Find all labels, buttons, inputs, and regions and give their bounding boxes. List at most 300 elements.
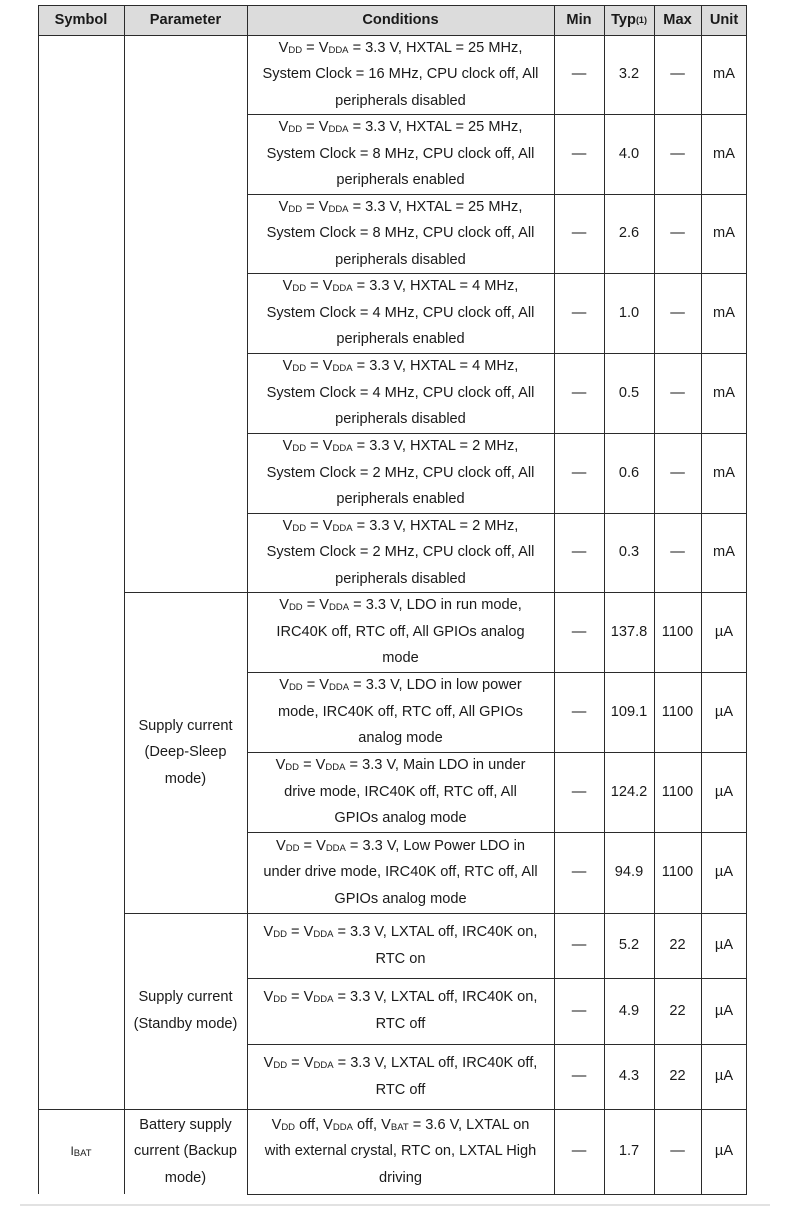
subscript-text: DD xyxy=(292,363,307,375)
condition-text: = V xyxy=(286,989,314,1006)
condition-text: = 3.3 V, HXTAL = 25 MHz, xyxy=(348,39,523,56)
param-line: mode) xyxy=(164,770,207,787)
condition-text: V xyxy=(278,198,289,215)
row-typ xyxy=(604,35,654,114)
row-unit xyxy=(701,672,747,752)
condition-text: = V xyxy=(302,198,329,215)
condition-text: = V xyxy=(306,278,333,295)
grid-line xyxy=(247,513,747,514)
row-unit xyxy=(701,353,747,433)
conditions-text xyxy=(264,984,538,1037)
condition-text: V xyxy=(263,923,274,940)
row-max xyxy=(654,273,701,353)
grid-line xyxy=(247,752,747,753)
row-min-value: — xyxy=(571,703,587,720)
grid-line xyxy=(554,5,555,1194)
grid-line xyxy=(654,5,655,1194)
row-typ-value: 0.5 xyxy=(618,384,640,401)
row-min-value: — xyxy=(571,225,587,242)
row-unit xyxy=(701,978,747,1044)
row-max xyxy=(654,35,701,114)
row-min-value: — xyxy=(571,623,587,640)
subscript-text: DDA xyxy=(332,363,353,375)
subscript-text: DD xyxy=(281,1121,296,1133)
row-min-value: — xyxy=(571,937,587,954)
grid-line xyxy=(604,5,605,1194)
row-min xyxy=(554,35,604,114)
header-typ-text: Typ xyxy=(611,12,636,28)
param-line: (Deep-Sleep xyxy=(144,744,227,761)
param-line: Supply current xyxy=(138,717,233,734)
row-max xyxy=(654,832,701,913)
grid-line xyxy=(124,913,247,914)
grid-line xyxy=(247,1109,747,1110)
condition-text: = V xyxy=(306,358,333,375)
condition-text: V xyxy=(279,597,289,614)
parameter-deep-sleep xyxy=(124,592,247,913)
condition-text: System Clock = 4 MHz, CPU clock off, All xyxy=(266,384,535,401)
condition-text: V xyxy=(282,358,293,375)
header-parameter-text: Parameter xyxy=(149,12,222,28)
grid-line xyxy=(247,672,747,673)
condition-text: System Clock = 2 MHz, CPU clock off, All xyxy=(266,464,535,481)
row-unit-value: mA xyxy=(713,66,735,83)
condition-text: = V xyxy=(287,1054,314,1071)
row-max xyxy=(654,433,701,513)
row-min xyxy=(554,592,604,672)
conditions-text xyxy=(267,513,535,593)
header-min-text: Min xyxy=(566,12,592,28)
condition-text: peripherals disabled xyxy=(335,570,466,587)
condition-text: System Clock = 4 MHz, CPU clock off, All xyxy=(266,304,535,321)
subscript-text: DDA xyxy=(332,522,353,534)
row-min-value: — xyxy=(571,544,587,561)
row-max xyxy=(654,353,701,433)
condition-text: = V xyxy=(299,757,326,774)
conditions-text xyxy=(267,194,535,274)
condition-text: peripherals disabled xyxy=(335,251,466,268)
row-conditions xyxy=(247,194,554,273)
row-max xyxy=(654,672,701,752)
row-unit xyxy=(701,1109,747,1194)
row-min xyxy=(554,832,604,913)
row-typ-value: 124.2 xyxy=(610,783,648,800)
condition-text: off, V xyxy=(352,1116,391,1133)
row-typ xyxy=(604,513,654,592)
row-conditions xyxy=(247,978,554,1044)
subscript-text: DDA xyxy=(313,1059,334,1071)
subscript-text: DD xyxy=(288,682,303,694)
row-max-value: — xyxy=(670,464,685,481)
row-conditions xyxy=(247,672,554,752)
row-min xyxy=(554,513,604,592)
subscript-text: DD xyxy=(285,842,300,854)
grid-line xyxy=(38,5,747,6)
row-unit-value: µA xyxy=(714,1143,734,1160)
subscript-text: DDA xyxy=(329,602,350,614)
grid-line xyxy=(38,1109,247,1110)
row-max-value: — xyxy=(670,384,685,401)
subscript-text: DD xyxy=(273,994,287,1006)
grid-line xyxy=(247,592,747,593)
condition-text: = 3.3 V, HXTAL = 4 MHz, xyxy=(352,278,519,295)
condition-text: V xyxy=(263,989,274,1006)
subscript-text: DDA xyxy=(328,203,349,215)
condition-text: = V xyxy=(302,677,330,694)
condition-text: V xyxy=(278,39,289,56)
grid-line xyxy=(701,5,702,1194)
condition-text: = V xyxy=(302,597,330,614)
row-min-value: — xyxy=(571,1143,587,1160)
row-typ-value: 4.3 xyxy=(618,1068,640,1085)
condition-text: mode xyxy=(382,650,419,667)
subscript-text: DDA xyxy=(313,928,334,940)
row-typ-value: 137.8 xyxy=(610,623,648,640)
row-max-value: — xyxy=(670,225,685,242)
header-max-text: Max xyxy=(663,12,692,28)
grid-line xyxy=(247,273,747,274)
conditions-text xyxy=(263,35,539,115)
row-min xyxy=(554,353,604,433)
condition-text: V xyxy=(271,1116,282,1133)
row-max xyxy=(654,978,701,1044)
subscript-text: DD xyxy=(273,1059,288,1071)
condition-text: RTC off xyxy=(375,1081,426,1098)
row-typ-value: 4.9 xyxy=(618,1002,640,1019)
row-max-value: 22 xyxy=(669,1068,686,1085)
row-max-value: — xyxy=(670,145,685,162)
parameter-standby xyxy=(124,913,247,1109)
condition-text: = V xyxy=(302,39,329,56)
row-typ-value: 94.9 xyxy=(614,864,644,881)
row-typ xyxy=(604,752,654,832)
condition-text: driving xyxy=(379,1169,422,1186)
condition-text: GPIOs analog mode xyxy=(334,810,467,827)
row-typ-value: 3.2 xyxy=(618,66,640,83)
condition-text: analog mode xyxy=(358,730,443,747)
subscript-text: DDA xyxy=(325,842,346,854)
grid-line xyxy=(746,5,747,1195)
row-unit-value: µA xyxy=(714,703,734,720)
row-typ xyxy=(604,832,654,913)
condition-text: V xyxy=(263,1054,274,1071)
grid-line xyxy=(247,353,747,354)
row-max xyxy=(654,592,701,672)
grid-line xyxy=(247,978,747,979)
row-conditions xyxy=(247,513,554,592)
row-unit xyxy=(701,433,747,513)
row-min xyxy=(554,752,604,832)
electrical-characteristics-table xyxy=(38,5,747,1194)
subscript-text: DD xyxy=(285,762,300,774)
condition-text: = 3.3 V, LDO in run mode, xyxy=(349,597,522,614)
condition-text: System Clock = 2 MHz, CPU clock off, All xyxy=(266,544,535,561)
row-max-value: 22 xyxy=(669,1002,686,1019)
row-typ xyxy=(604,433,654,513)
grid-line xyxy=(247,5,248,1194)
subscript-text: DD xyxy=(292,443,307,455)
subscript-text: DDA xyxy=(332,443,353,455)
row-max xyxy=(654,114,701,194)
row-max-value: 1100 xyxy=(661,623,694,640)
subscript-text: DD xyxy=(292,522,307,534)
grid-line xyxy=(124,5,125,1194)
row-min-value: — xyxy=(571,464,587,481)
condition-text: System Clock = 8 MHz, CPU clock off, All xyxy=(266,225,535,242)
condition-text: = 3.3 V, HXTAL = 25 MHz, xyxy=(348,198,523,215)
row-conditions xyxy=(247,752,554,832)
row-conditions xyxy=(247,1109,554,1194)
conditions-text xyxy=(267,114,535,194)
row-min xyxy=(554,672,604,752)
row-max xyxy=(654,513,701,592)
condition-text: under drive mode, IRC40K off, RTC off, All xyxy=(263,864,538,881)
condition-text: peripherals disabled xyxy=(335,411,466,428)
row-min-value: — xyxy=(571,1068,587,1085)
grid-line xyxy=(247,913,747,914)
row-min-value: — xyxy=(571,783,587,800)
row-typ xyxy=(604,1109,654,1194)
condition-text: IRC40K off, RTC off, All GPIOs analog xyxy=(276,623,525,640)
condition-text: = 3.3 V, HXTAL = 2 MHz, xyxy=(352,438,519,455)
condition-text: peripherals enabled xyxy=(336,491,465,508)
header-unit xyxy=(701,5,747,35)
row-max xyxy=(654,194,701,273)
row-unit xyxy=(701,832,747,913)
row-conditions xyxy=(247,353,554,433)
symbol-ibat-main: I xyxy=(70,1144,74,1159)
header-conditions xyxy=(247,5,554,35)
condition-text: = 3.3 V, LXTAL off, IRC40K on, xyxy=(333,989,538,1006)
condition-text: = 3.3 V, HXTAL = 25 MHz, xyxy=(348,119,523,136)
condition-text: RTC on xyxy=(375,950,426,967)
condition-text: V xyxy=(282,438,293,455)
row-unit-value: µA xyxy=(714,623,734,640)
row-unit xyxy=(701,273,747,353)
row-max xyxy=(654,752,701,832)
header-symbol-text: Symbol xyxy=(54,12,108,28)
grid-line xyxy=(247,114,747,115)
grid-line xyxy=(247,1044,747,1045)
row-typ xyxy=(604,194,654,273)
conditions-text xyxy=(267,273,535,353)
subscript-text: BAT xyxy=(390,1121,409,1133)
row-max-value: 22 xyxy=(669,937,686,954)
condition-text: RTC off xyxy=(375,1016,426,1032)
row-unit-value: µA xyxy=(714,783,734,800)
param-line: Battery supply xyxy=(139,1116,232,1133)
condition-text: V xyxy=(282,278,293,295)
condition-text: = 3.3 V, LDO in low power xyxy=(349,677,522,694)
condition-text: = V xyxy=(306,438,333,455)
condition-text: = 3.3 V, Low Power LDO in xyxy=(345,837,526,854)
row-typ xyxy=(604,273,654,353)
row-typ xyxy=(604,913,654,978)
row-min-value: — xyxy=(571,864,587,881)
row-unit xyxy=(701,513,747,592)
condition-text: V xyxy=(275,837,286,854)
conditions-text xyxy=(276,752,526,832)
row-typ xyxy=(604,353,654,433)
condition-text: = 3.3 V, Main LDO in under xyxy=(345,757,526,774)
row-unit xyxy=(701,592,747,672)
subscript-text: DD xyxy=(288,602,303,614)
parameter-battery xyxy=(124,1109,247,1194)
condition-text: = V xyxy=(286,923,314,940)
row-max-value: — xyxy=(670,304,685,321)
row-max-value: — xyxy=(670,66,685,83)
condition-text: = 3.3 V, HXTAL = 4 MHz, xyxy=(352,358,519,375)
row-unit-value: mA xyxy=(713,304,735,321)
grid-line xyxy=(38,5,39,1194)
header-min xyxy=(554,5,604,35)
row-max xyxy=(654,913,701,978)
condition-text: = V xyxy=(302,119,329,136)
subscript-text: DDA xyxy=(313,994,334,1006)
row-max-value: 1100 xyxy=(661,783,694,800)
header-symbol xyxy=(38,5,124,35)
param-line: (Standby mode) xyxy=(133,1016,238,1032)
param-line: Supply current xyxy=(138,989,233,1006)
condition-text: V xyxy=(275,757,286,774)
header-conditions-text: Conditions xyxy=(362,12,439,28)
row-max-value: — xyxy=(670,1143,685,1160)
row-conditions xyxy=(247,433,554,513)
condition-text: with external crystal, RTC on, LXTAL High xyxy=(264,1143,537,1160)
condition-text: = 3.6 V, LXTAL on xyxy=(408,1116,530,1133)
subscript-text: DDA xyxy=(325,762,346,774)
conditions-text xyxy=(276,592,524,672)
grid-line xyxy=(124,592,247,593)
row-typ-value: 1.0 xyxy=(618,304,640,321)
condition-text: = V xyxy=(299,837,326,854)
subscript-text: DDA xyxy=(328,44,349,56)
row-min-value: — xyxy=(571,384,587,401)
header-typ: Typ (1) xyxy=(611,12,647,28)
condition-text: V xyxy=(282,517,293,534)
row-typ xyxy=(604,114,654,194)
subscript-text: DD xyxy=(288,124,303,136)
row-conditions xyxy=(247,35,554,114)
subscript-text: DDA xyxy=(332,283,353,295)
condition-text: GPIOs analog mode xyxy=(334,890,467,907)
row-unit xyxy=(701,35,747,114)
conditions-text xyxy=(264,1050,538,1103)
param-line: mode) xyxy=(164,1169,207,1186)
condition-text: mode, IRC40K off, RTC off, All GPIOs xyxy=(278,703,523,720)
header-unit-text: Unit xyxy=(709,12,739,28)
grid-line xyxy=(247,194,747,195)
grid-line xyxy=(247,433,747,434)
row-max-value: 1100 xyxy=(661,864,694,881)
row-unit-value: mA xyxy=(713,544,735,561)
row-unit-value: mA xyxy=(713,384,735,401)
row-unit-value: mA xyxy=(713,464,735,481)
subscript-text: DD xyxy=(292,283,307,295)
row-unit xyxy=(701,913,747,978)
row-typ-value: 0.3 xyxy=(618,544,640,561)
conditions-text xyxy=(265,1112,536,1192)
subscript-text: DDA xyxy=(328,124,349,136)
condition-text: = 3.3 V, LXTAL off, IRC40K off, xyxy=(333,1054,538,1071)
row-max xyxy=(654,1044,701,1109)
row-min-value: — xyxy=(571,145,587,162)
row-max-value: 1100 xyxy=(661,703,694,720)
conditions-text xyxy=(263,833,537,913)
row-typ-value: 1.7 xyxy=(618,1143,640,1160)
subscript-text: DD xyxy=(288,203,303,215)
row-min-value: — xyxy=(571,304,587,321)
row-typ xyxy=(604,1044,654,1109)
row-typ-value: 2.6 xyxy=(618,225,640,242)
row-unit xyxy=(701,114,747,194)
row-unit xyxy=(701,1044,747,1109)
grid-line xyxy=(247,1194,747,1195)
row-typ-value: 0.6 xyxy=(618,464,640,481)
condition-text: V xyxy=(279,677,289,694)
row-conditions xyxy=(247,832,554,913)
header-max xyxy=(654,5,701,35)
condition-text: = 3.3 V, HXTAL = 2 MHz, xyxy=(352,517,519,534)
condition-text: = 3.3 V, LXTAL off, IRC40K on, xyxy=(333,923,538,940)
subscript-text: DDA xyxy=(329,682,350,694)
row-conditions xyxy=(247,592,554,672)
row-unit xyxy=(701,752,747,832)
row-conditions xyxy=(247,913,554,978)
conditions-text xyxy=(264,919,538,972)
condition-text: = V xyxy=(306,517,333,534)
header-parameter xyxy=(124,5,247,35)
row-max xyxy=(654,1109,701,1194)
row-min-value: — xyxy=(571,66,587,83)
row-max-value: — xyxy=(670,544,685,561)
row-unit xyxy=(701,194,747,273)
subscript-text: DD xyxy=(288,44,303,56)
condition-text: off, V xyxy=(295,1116,333,1133)
conditions-text xyxy=(267,353,535,433)
conditions-text xyxy=(267,433,535,513)
row-min xyxy=(554,433,604,513)
row-typ-value: 5.2 xyxy=(618,937,640,954)
row-min xyxy=(554,1044,604,1109)
subscript-text: DD xyxy=(273,928,287,940)
symbol-ibat xyxy=(38,1109,124,1194)
condition-text: peripherals enabled xyxy=(336,172,465,189)
page-bottom-rule xyxy=(20,1204,770,1206)
row-min xyxy=(554,1109,604,1194)
row-unit-value: µA xyxy=(714,1068,734,1085)
row-min xyxy=(554,114,604,194)
row-typ xyxy=(604,978,654,1044)
row-min xyxy=(554,913,604,978)
symbol-ibat-sub: BAT xyxy=(73,1148,92,1160)
condition-text: peripherals enabled xyxy=(336,331,465,348)
row-unit-value: µA xyxy=(714,937,734,954)
condition-text: drive mode, IRC40K off, RTC off, All xyxy=(284,783,517,800)
grid-line xyxy=(38,35,747,36)
subscript-text: DDA xyxy=(332,1121,353,1133)
row-conditions xyxy=(247,114,554,194)
row-min xyxy=(554,273,604,353)
row-typ-value: 109.1 xyxy=(610,703,648,720)
row-typ xyxy=(604,592,654,672)
row-min xyxy=(554,194,604,273)
condition-text: System Clock = 16 MHz, CPU clock off, All xyxy=(262,66,539,83)
row-unit-value: mA xyxy=(713,145,735,162)
row-unit-value: µA xyxy=(714,1002,734,1019)
row-conditions xyxy=(247,273,554,353)
condition-text: System Clock = 8 MHz, CPU clock off, All xyxy=(266,145,535,162)
